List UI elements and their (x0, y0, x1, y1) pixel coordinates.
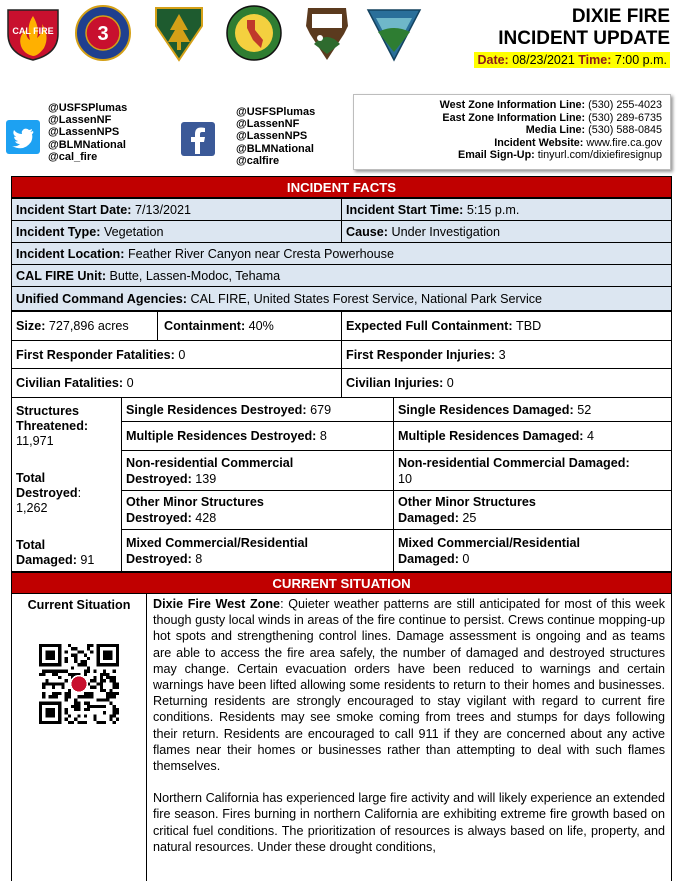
time-label: Time: (578, 53, 612, 67)
first-responder-injuries-cell (341, 340, 672, 369)
size-label: Size: (16, 319, 46, 333)
structure-value: 8 (195, 551, 203, 566)
contact-info-box (353, 94, 671, 170)
size-value: 727,896 acres (48, 319, 129, 333)
facebook-handle[interactable]: @USFSPlumas (236, 106, 316, 118)
first-responder-fatalities-value: 0 (178, 347, 186, 362)
cal-fire-logo (4, 4, 62, 62)
civilian-fatalities-cell (11, 368, 342, 398)
twitter-handle[interactable]: @USFSPlumas (48, 102, 128, 114)
start-time-cell (341, 198, 672, 221)
cal-fire-unit-label: CAL FIRE Unit: (16, 268, 107, 283)
contact-phone[interactable]: (530) 255-4023 (588, 99, 662, 111)
total-damaged-label: Total (16, 538, 46, 552)
incident-type-cell (11, 220, 342, 243)
contact-line (354, 112, 662, 125)
structure-value: 10 (398, 471, 413, 486)
structure-value: 428 (195, 511, 217, 525)
multiple-residences-destroyed-cell (121, 421, 394, 451)
total-destroyed-value: 1,262 (16, 501, 48, 515)
structure-label: Destroyed: (126, 551, 192, 566)
twitter-handles (48, 102, 127, 163)
single-residences-destroyed-cell (121, 397, 394, 422)
total-destroyed-label: Destroyed (16, 486, 78, 500)
twitter-handle[interactable]: @LassenNF (48, 114, 112, 127)
structure-label: Damaged: (398, 511, 459, 525)
twitter-handle[interactable]: @BLMNational (48, 138, 126, 151)
current-situation-label-cell (11, 593, 147, 881)
expected-containment-value: TBD (516, 319, 542, 333)
start-date-label: Incident Start Date: (16, 202, 132, 217)
incident-management-team-3-logo (74, 4, 132, 62)
structure-label: Other Minor Structures (398, 495, 536, 509)
unified-command-cell (11, 286, 672, 311)
size-cell (11, 311, 158, 341)
current-situation-text-cell (146, 593, 672, 881)
structure-value: 52 (577, 402, 592, 417)
mixed-commercial-residential-damaged-cell (393, 529, 672, 572)
contact-line (354, 137, 662, 150)
expected-containment-cell (341, 311, 672, 341)
structure-label: Destroyed: (126, 511, 192, 525)
forest-service-logo (150, 4, 208, 62)
contact-label: East Zone Information Line: (442, 111, 586, 124)
situation-paragraph (153, 596, 665, 774)
civilian-injuries-value: 0 (446, 376, 454, 390)
contact-line (354, 124, 662, 137)
page-header (0, 0, 680, 92)
date-time-line (474, 52, 670, 68)
incident-location-value: Feather River Canyon near Cresta Powerhouse (127, 246, 394, 261)
first-responder-fatalities-label: First Responder Fatalities: (16, 347, 175, 362)
time-value: 7:00 p.m. (614, 53, 667, 67)
cause-cell (341, 220, 672, 243)
national-park-service-logo (298, 4, 356, 62)
structure-label: Damaged: (398, 551, 459, 566)
multiple-residences-damaged-cell (393, 421, 672, 451)
facebook-handles (236, 106, 315, 167)
situation-lead: Dixie Fire West Zone (153, 597, 281, 611)
twitter-handle[interactable]: @cal_fire (48, 150, 98, 163)
date-value: 08/23/2021 (512, 53, 575, 67)
total-destroyed-label: Total (16, 471, 46, 485)
containment-value: 40% (248, 319, 274, 333)
current-situation-header: CURRENT SITUATION (11, 572, 672, 594)
contact-label: Email Sign-Up: (458, 149, 535, 162)
incident-location-cell (11, 242, 672, 265)
facebook-handle[interactable]: @calfire (236, 154, 280, 167)
structures-threatened-label: Threatened: (16, 419, 89, 433)
civilian-injuries-label: Civilian Injuries: (346, 376, 444, 390)
title-block (474, 6, 670, 69)
cal-fire-unit-cell (11, 264, 672, 287)
start-date-cell (11, 198, 342, 221)
title-dixie-fire: DIXIE FIRE (571, 6, 670, 27)
first-responder-fatalities-cell (11, 340, 342, 369)
cal-fire-unit-value: Butte, Lassen-Modoc, Tehama (109, 268, 281, 283)
other-minor-structures-damaged-cell (393, 490, 672, 530)
incident-facts-header: INCIDENT FACTS (11, 176, 672, 198)
incident-type-label: Incident Type: (16, 224, 101, 239)
svg-text:CAL FIRE: CAL FIRE (12, 26, 54, 36)
team-1-logo (225, 4, 283, 62)
first-responder-injuries-value: 3 (498, 347, 506, 362)
contact-label: Media Line: (525, 124, 586, 137)
incident-location-label: Incident Location: (16, 246, 125, 261)
qr-code[interactable] (39, 644, 119, 724)
mixed-commercial-residential-destroyed-cell (121, 529, 394, 572)
start-date-value: 7/13/2021 (134, 202, 191, 217)
expected-containment-label: Expected Full Containment: (346, 319, 513, 333)
email-signup-link[interactable]: tinyurl.com/dixiefiresignup (537, 149, 662, 162)
start-time-value: 5:15 p.m. (466, 202, 520, 217)
structure-value: 25 (462, 511, 477, 525)
structure-value: 8 (319, 429, 327, 443)
twitter-icon[interactable] (6, 120, 40, 154)
structure-label: Non-residential Commercial Damaged: (398, 455, 630, 470)
facebook-handle[interactable]: @LassenNF (236, 118, 300, 131)
cause-value: Under Investigation (391, 224, 501, 239)
social-contact-section (0, 99, 680, 174)
unified-command-value: CAL FIRE, United States Forest Service, National Park Service (190, 291, 543, 306)
structure-label: Single Residences Destroyed: (126, 402, 307, 417)
contact-line (354, 149, 662, 162)
other-minor-structures-destroyed-cell (121, 490, 394, 530)
facebook-handle[interactable]: @LassenNPS (236, 130, 308, 143)
twitter-handle[interactable]: @LassenNPS (48, 126, 120, 139)
structure-value: 0 (462, 551, 470, 566)
structure-value: 679 (310, 402, 332, 417)
total-damaged-value: 91 (80, 553, 95, 567)
total-damaged-label: Damaged: (16, 553, 77, 567)
contact-line (354, 99, 662, 112)
incident-type-value: Vegetation (103, 224, 164, 239)
non-residential-commercial-destroyed-cell (121, 450, 394, 491)
civilian-fatalities-label: Civilian Fatalities: (16, 376, 124, 390)
date-label: Date: (477, 53, 509, 67)
unified-command-label: Unified Command Agencies: (16, 291, 187, 306)
svg-text:3: 3 (97, 23, 109, 45)
structure-value: 4 (586, 429, 594, 443)
structure-label: Multiple Residences Damaged: (398, 429, 584, 443)
civilian-fatalities-value: 0 (126, 376, 134, 390)
structure-label: Mixed Commercial/Residential (126, 535, 308, 550)
containment-cell (157, 311, 342, 341)
start-time-label: Incident Start Time: (346, 202, 464, 217)
contact-phone[interactable]: (530) 588-0845 (588, 124, 662, 137)
structures-threatened-value: 11,971 (16, 434, 54, 448)
structure-label: Multiple Residences Destroyed: (126, 429, 317, 443)
facebook-handle[interactable]: @BLMNational (236, 142, 314, 155)
structure-label: Single Residences Damaged: (398, 402, 574, 417)
structure-label: Destroyed: (126, 471, 192, 486)
structures-threatened-label: Structures (16, 404, 79, 418)
structure-label: Non-residential Commercial (126, 455, 294, 470)
department-of-interior-logo (364, 4, 424, 62)
facebook-icon[interactable] (181, 122, 215, 156)
website-link[interactable]: www.fire.ca.gov (586, 136, 662, 149)
contact-label: Incident Website: (494, 136, 584, 149)
containment-label: Containment: (164, 319, 246, 333)
cause-label: Cause: (346, 224, 388, 239)
total-destroyed-colon: : (77, 486, 82, 500)
first-responder-injuries-label: First Responder Injuries: (346, 347, 496, 362)
civilian-injuries-cell (341, 368, 672, 398)
title-incident-update: INCIDENT UPDATE (498, 28, 670, 49)
single-residences-damaged-cell (393, 397, 672, 422)
structure-label: Mixed Commercial/Residential (398, 535, 580, 550)
situation-text: : Quieter weather patterns are still anticipated for most of this week though gusty local winds in areas of the fire continue to persist. Crews continue mopping-up hot spots and strengthening control lines. Damage assessment is ongoing and as teams are able to access the fire area safely, the number of damaged and destroyed structures may change. Certain evacuation orders have been reduced to warnings and certain warnings have been lifted allowing some residents to return to their homes and businesses. Returning residents are strongly encouraged to stay vigilant with regard to current fire conditions. Residents may see smoke coming from trees and stumps for days following their return. Residents are encouraged to call 911 if they are concerned about any active flames near their homes or businesses rather than attempting to deal with such flames themselves. (153, 597, 665, 774)
current-situation-label: Current Situation (27, 598, 131, 612)
non-residential-commercial-damaged-cell (393, 450, 672, 491)
contact-label: West Zone Information Line: (439, 99, 586, 111)
contact-phone[interactable]: (530) 289-6735 (588, 111, 662, 124)
structure-label: Other Minor Structures (126, 495, 264, 509)
situation-paragraph: Northern California has experienced large fire activity and will likely experience an extended fire season. Fires burning in northern California are exhibiting extreme fire growth based on critical fuel conditions. The prioritization of resources is always based on life, property, and natural resources. Under these drought conditions, (153, 791, 665, 854)
structure-value: 139 (195, 471, 217, 486)
